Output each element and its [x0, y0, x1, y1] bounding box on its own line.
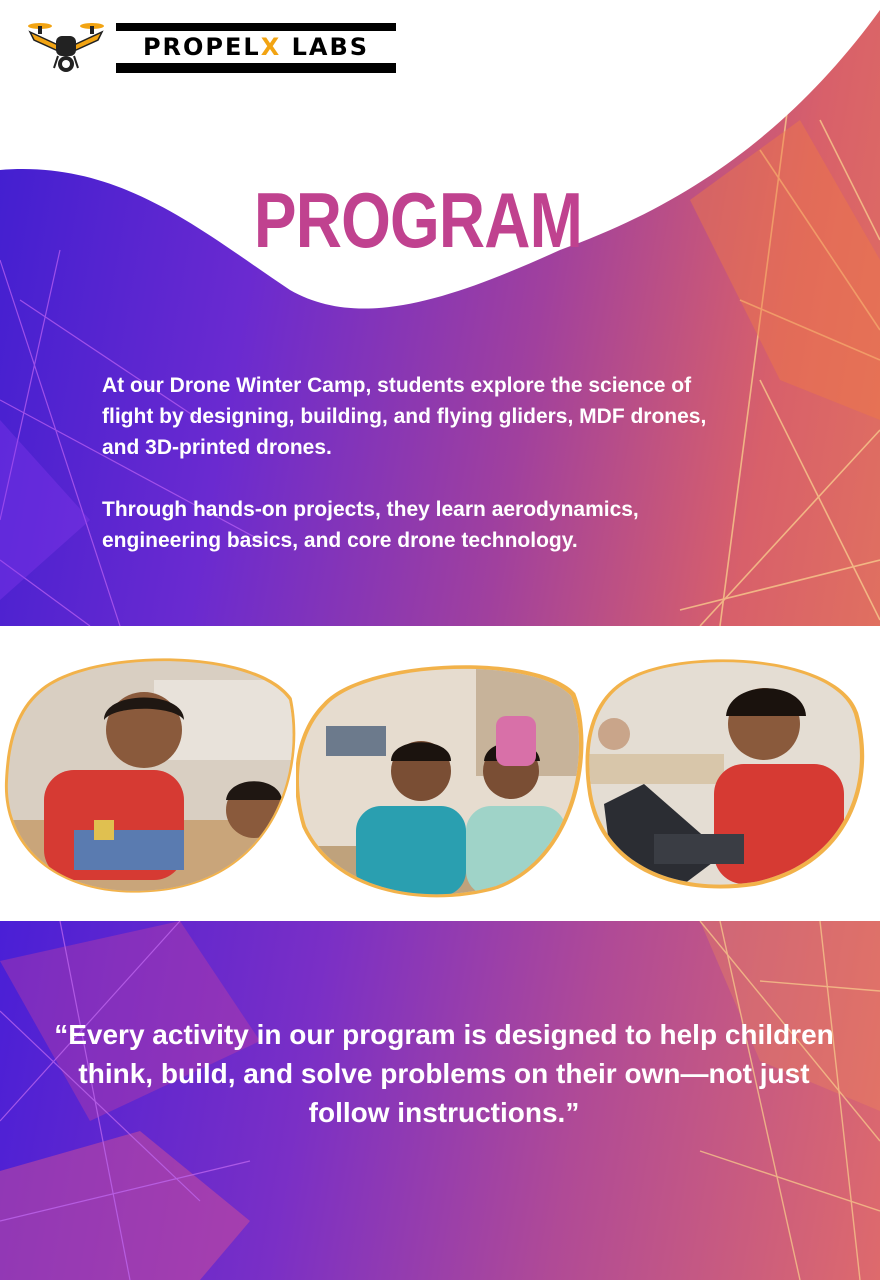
photo-boy-holding-robot-kit — [296, 656, 586, 901]
logo-wordmark-frame — [116, 23, 396, 73]
page-title: PROGRAM — [253, 176, 583, 264]
drone-icon — [26, 18, 106, 78]
photo-smiling-boy-building-robot — [4, 650, 298, 898]
logo-wordmark: PROPELX LABS — [142, 33, 370, 61]
intro-paragraph-1: At our Drone Winter Camp, students explore the science of flight by designing, building, and flying gliders, MDF drones, and 3D-printed drones. — [102, 374, 707, 459]
photo-boy-using-laptop — [584, 654, 876, 890]
photo-strip — [0, 626, 880, 921]
quote-text: “Every activity in our program is designed to help children think, build, and solve problems on their own—not just follow instructions.” — [54, 1019, 834, 1128]
intro-text — [102, 370, 742, 587]
brand-logo — [26, 18, 406, 78]
intro-paragraph-2: Through hands-on projects, they learn aerodynamics, engineering basics, and core drone technology. — [102, 498, 639, 552]
